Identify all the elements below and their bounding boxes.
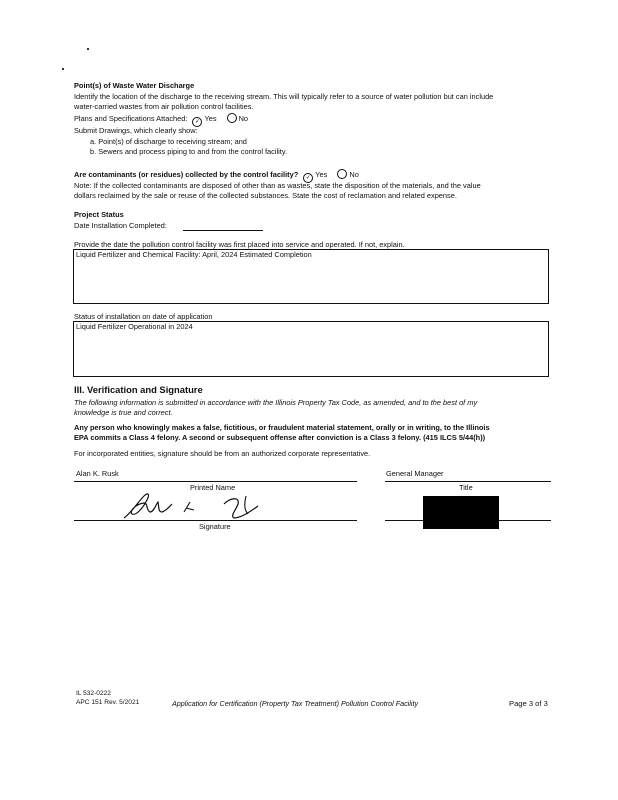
scan-speck [87, 48, 89, 50]
contaminants-no-label: No [349, 170, 359, 179]
service-date-textarea[interactable] [73, 249, 549, 304]
date-completed-field[interactable] [183, 221, 263, 231]
title-value: General Manager [386, 469, 444, 478]
signature-field[interactable] [74, 490, 357, 520]
printed-name-value: Alan K. Rusk [76, 469, 119, 478]
footer-form-id: IL 532-0222 [76, 690, 111, 697]
title-line[interactable] [385, 481, 551, 482]
contaminants-yes-radio[interactable]: ✓ [303, 173, 313, 183]
contaminants-no-radio[interactable] [337, 169, 347, 179]
plans-attached-label: Plans and Specifications Attached: [74, 114, 188, 123]
service-date-question: Provide the date the pollution control facility was first placed into service and operated. If not, explain. [74, 240, 405, 249]
contaminants-question: Are contaminants (or residues) collected by the control facility? [74, 170, 299, 179]
discharge-description-line-1: Identify the location of the discharge to the receiving stream. This will typically refer to a source of water pollution but can include [74, 92, 494, 101]
printed-name-label: Printed Name [190, 483, 236, 492]
drawing-item-a: a. Point(s) of discharge to receiving stream; and [90, 137, 247, 146]
project-status-heading: Project Status [74, 210, 124, 219]
installation-status-answer: Liquid Fertilizer Operational in 2024 [76, 322, 193, 331]
plans-yes-radio[interactable]: ✓ [192, 117, 202, 127]
contaminants-yes-label: Yes [315, 170, 328, 179]
contaminants-note-line-1: Note: If the collected contaminants are disposed of other than as wastes, state the disposition of the materials, and the value [74, 181, 481, 190]
plans-yes-label: Yes [204, 114, 217, 123]
corporate-representative-note: For incorporated entities, signature should be from an authorized corporate representative. [74, 449, 371, 458]
contaminants-note-line-2: dollars reclaimed by the sale or reuse of the collected substances. State the cost of reclamation and related expense. [74, 191, 457, 200]
installation-status-textarea[interactable] [73, 321, 549, 377]
verification-statement-line-2: knowledge is true and correct. [74, 408, 173, 417]
footer-page-number: Page 3 of 3 [509, 699, 548, 708]
plans-no-radio[interactable] [227, 113, 237, 123]
drawing-item-b: b. Sewers and process piping to and from the control facility. [90, 147, 288, 156]
verification-heading: III. Verification and Signature [74, 384, 203, 395]
footer-form-title: Application for Certification (Property Tax Treatment) Pollution Control Facility [172, 699, 419, 708]
handwritten-signature [74, 490, 357, 520]
verification-statement-line-1: The following information is submitted in accordance with the Illinois Property Tax Code, as amended, and to the best of my [74, 398, 478, 407]
plans-attached-row [74, 113, 248, 127]
date-completed-label: Date Installation Completed: [74, 221, 167, 230]
scan-speck [62, 68, 64, 70]
signature-line [74, 520, 357, 521]
service-date-answer: Liquid Fertilizer and Chemical Facility: April, 2024 Estimated Completion [76, 250, 312, 259]
plans-no-label: No [238, 114, 249, 123]
printed-name-line[interactable] [74, 481, 357, 482]
discharge-description-line-2: water-carried wastes from air pollution control facilities. [74, 102, 254, 111]
signature-label: Signature [199, 522, 231, 531]
redaction-block [423, 496, 499, 529]
felony-warning-line-1: Any person who knowingly makes a false, fictitious, or fraudulent material statement, orally or in writing, to the Illinois [74, 423, 490, 432]
title-label: Title [459, 483, 473, 492]
discharge-heading: Point(s) of Waste Water Discharge [74, 81, 195, 90]
footer-form-revision: APC 151 Rev. 5/2021 [76, 699, 140, 706]
drawings-intro: Submit Drawings, which clearly show: [74, 126, 198, 135]
felony-warning-line-2: EPA commits a Class 4 felony. A second or subsequent offense after conviction is a Class 3 felony. (415 ILCS 5/44(h)) [74, 433, 486, 442]
installation-status-label: Status of installation on date of application [74, 312, 213, 321]
